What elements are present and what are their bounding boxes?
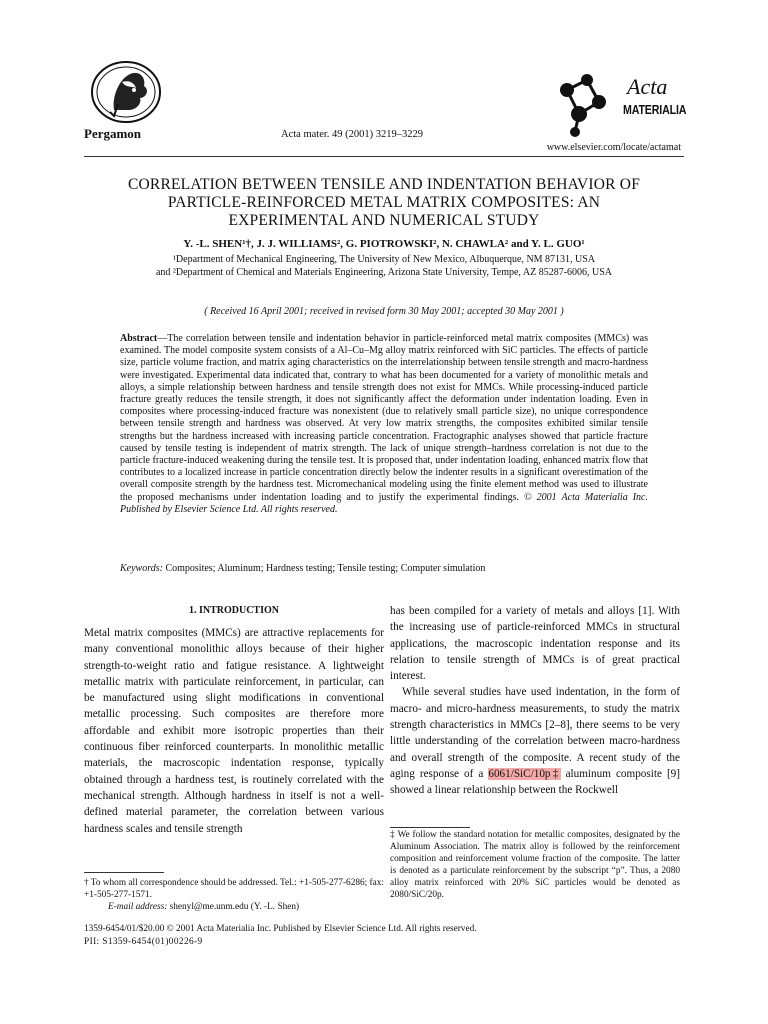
keywords-label: Keywords:	[120, 563, 163, 574]
intro-paragraph-2-start: While several studies have used indentation, in the form of macro- and micro-hardness measurements, to study the matrix strength characteristics in MMCs [2–8], there seems to be very little understanding of the correlation between macro-hardness and overall strength of the composite. A recent study of the aging response of a	[390, 686, 680, 780]
affiliations	[110, 254, 658, 279]
footnote-correspondence-line: † To whom all correspondence should be addressed. Tel.: +1-505-277-6286; fax: +1-505-277-1571.	[84, 878, 384, 900]
abstract-text: —The correlation between tensile and indentation behavior in particle-reinforced metal matrix composites (MMCs) was examined. The model composite system consists of a Al–Cu–Mg alloy matrix reinforced with SiC particles. The effects of particle size, particle volume fraction, and matrix aging characteristics on the interrelationship between tensile strength and macro-hardness were investigated. Experimental data indicated that, contrary to what has been documented for a variety of monolithic metals and alloys, a simple relationship between hardness and tensile strength does not exist for MMCs. While processing-induced particle fracture greatly reduces the tensile strength, it does not significantly affect the deformation under indentation loading. Even in composites where processing-induced fracture was nonexistent (due to relatively small particle size), no unique correspondence between tensile strength and hardness was observed. At very low matrix strengths, the composites exhibited similar tensile strengths but the hardness increased with increasing particle concentration. Fractographic analyses showed that particle fracture caused by tensile testing is independent of matrix strength. The lack of unique strength–hardness correlation is not due to the particle fracture-induced weakening during the tensile test. It is proposed that, under indentation loading, enhanced matrix flow that contributes to a localized increase in particle concentration directly below the indenter results in a significant overestimation of the overall composite strength by the hardness test. Micromechanical modeling using the finite element method was used to illustrate the proposed mechanisms under indentation loading and to justify the experimental findings.	[120, 333, 648, 503]
header-rule	[84, 156, 684, 157]
elsevier-tree-logo-icon	[84, 60, 164, 126]
footnote-rule-left	[84, 872, 164, 873]
highlighted-composite-notation[interactable]: 6061/SiC/10p‡	[488, 767, 561, 780]
journal-logo-subtitle: MATERIALIA	[623, 102, 687, 117]
abstract	[120, 333, 648, 516]
email-label: E-mail address:	[108, 902, 168, 912]
pii-line: PII: S1359-6454(01)00226-9	[84, 937, 203, 947]
page-footer	[84, 923, 477, 949]
received-dates: ( Received 16 April 2001; received in revised form 30 May 2001; accepted 30 May 2001 )	[204, 306, 564, 317]
paper-title: CORRELATION BETWEEN TENSILE AND INDENTATION BEHAVIOR OF PARTICLE-REINFORCED METAL MATRIX COMPOSITES: AN EXPERIMENTAL AND NUMERICAL STUDY	[127, 176, 641, 229]
footnote-correspondence	[84, 877, 384, 913]
abstract-copyright: © 2001 Acta Materialia Inc. Published by Elsevier Science Ltd. All rights reserved.	[120, 491, 648, 515]
keywords	[120, 563, 485, 574]
publisher-name: Pergamon	[84, 126, 142, 141]
intro-paragraph-2-end: aluminum composite [9] showed a linear relationship between the Rockwell	[390, 767, 680, 797]
affiliation-1: ¹Department of Mechanical Engineering, The University of New Mexico, Albuquerque, NM 87131, USA	[172, 254, 596, 265]
keywords-text: Composites; Aluminum; Hardness testing; Tensile testing; Computer simulation	[165, 563, 486, 574]
section-heading-introduction: 1. INTRODUCTION	[188, 605, 279, 616]
intro-left-column: Metal matrix composites (MMCs) are attractive replacements for many conventional monolithic alloys because of their higher strength-to-weight ratio and fatigue resistance. A lightweight metallic matrix with particulate reinforcement, in particular, can be manufactured using slight modifications in conventional metallic processing. Such composites are therefore more affordable and exhibit more isotropic properties than their continuous fiber reinforced counterparts. In monolithic metallic materials, the macroscopic indentation response, typically obtained through a hardness test, is routinely correlated with the mechanical strength. Although hardness in itself is not a well-defined material parameter, the correlation between various hardness scales and tensile strength	[84, 627, 384, 835]
copyright-line: 1359-6454/01/$20.00 © 2001 Acta Materialia Inc. Published by Elsevier Science Ltd. All rights reserved.	[84, 924, 477, 934]
abstract-label: Abstract	[120, 333, 158, 344]
affiliation-2: and ²Department of Chemical and Materials Engineering, Arizona State University, Tempe, AZ 85287-6006, USA	[155, 266, 613, 278]
footnote-rule-right	[390, 827, 470, 828]
journal-website: www.elsevier.com/locate/actamat	[546, 142, 681, 153]
intro-paragraph-1: has been compiled for a variety of metals and alloys [1]. With the increasing use of particle-reinforced MMCs in structural applications, the macroscopic indentation response and its relation to tensile strength of MMCs is of great practical interest.	[390, 605, 680, 683]
journal-reference: Acta mater. 49 (2001) 3219–3229	[281, 129, 424, 140]
footnote-notation: ‡ We follow the standard notation for metallic composites, designated by the Aluminum Association. The matrix alloy is followed by the reinforcement composition and reinforcement volume fraction of the composite. The latter is denoted as a particulate reinforcement by the subscript “p”. Thus, a 2080 alloy matrix reinforced with 20% SiC particles would be denoted as 2080/SiC/20p.	[390, 830, 680, 900]
intro-right-column	[390, 603, 680, 799]
journal-logo-title: Acta	[627, 74, 668, 99]
email-address[interactable]: shenyl@me.unm.edu (Y. -L. Shen)	[169, 902, 300, 912]
intro-paragraph-2	[390, 684, 680, 798]
author-list: Y. -L. SHEN¹†, J. J. WILLIAMS², G. PIOTROWSKI², N. CHAWLA² and Y. L. GUO¹	[183, 238, 585, 250]
